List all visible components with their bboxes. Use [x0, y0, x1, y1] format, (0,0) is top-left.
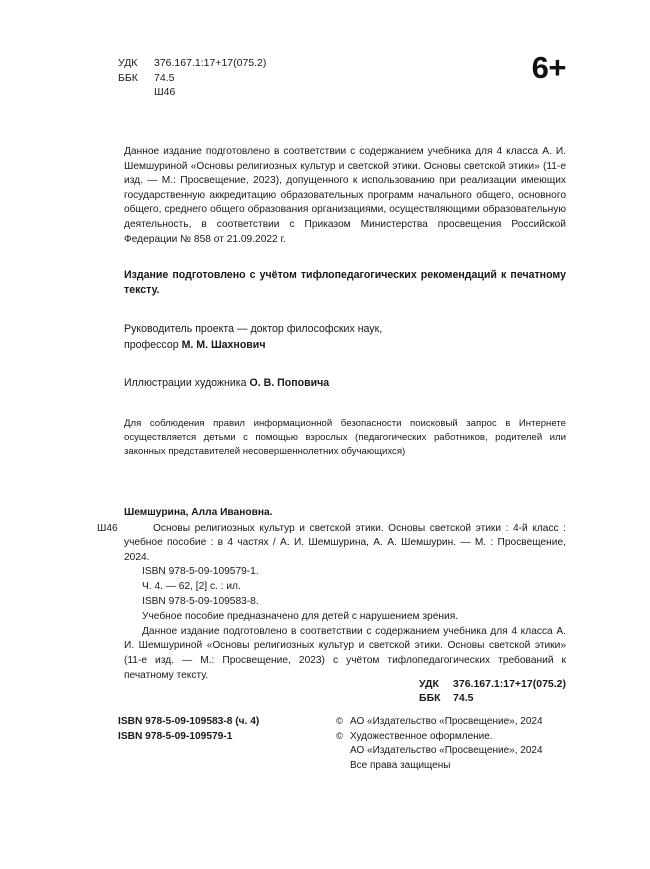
copyright-row	[336, 715, 543, 730]
biblio-isbn-set: ISBN 978-5-09-109579-1.	[142, 566, 259, 578]
udc-row	[118, 56, 266, 71]
copyright-row	[336, 730, 543, 745]
copyright-row	[336, 744, 543, 759]
bbk-footer-label: ББК	[419, 692, 441, 704]
biblio-isbn-part: ISBN 978-5-09-109583-8.	[142, 595, 259, 607]
copyright-row	[336, 759, 543, 774]
udc-label: УДК	[118, 57, 138, 69]
copyright-icon: ©	[336, 716, 343, 727]
safety-note: Для соблюдения правил информационной безопасности поисковый запрос в Интернете осуществляется детьми с помощью взрослых (педагогических работников, родителей или законных представителей несовершеннолетних обучающихся)	[124, 418, 566, 457]
sigil-value: Ш46	[154, 86, 176, 98]
biblio-author: Шемшурина, Алла Ивановна.	[124, 507, 273, 518]
isbn-footer	[118, 715, 259, 744]
copyright-text: АО «Издательство «Просвещение», 2024	[350, 716, 543, 727]
project-head-line1: Руководитель проекта — доктор философских наук,	[124, 323, 383, 335]
udc-bbk-footer	[419, 677, 566, 705]
typhlopedagogical-note: Издание подготовлено с учётом тифлопедагогических рекомендаций к печатному тексту.	[124, 269, 566, 296]
biblio-volume: Ч. 4. — 62, [2] с. : ил.	[142, 580, 241, 592]
udc-footer-row	[419, 677, 566, 691]
project-head-block	[124, 322, 566, 353]
bbk-footer-value: 74.5	[453, 692, 474, 704]
udc-footer-value: 376.167.1:17+17(075.2)	[453, 678, 566, 690]
project-head-name: М. М. Шахнович	[181, 338, 266, 351]
biblio-main-entry	[97, 522, 566, 566]
udc-bbk-header	[118, 56, 266, 100]
udc-footer-label: УДК	[419, 678, 439, 690]
illustrator-block	[124, 376, 566, 391]
biblio-sigil: Ш46	[97, 522, 118, 534]
biblio-annotation-1: Учебное пособие предназначено для детей с нарушением зрения.	[142, 611, 459, 623]
bbk-value: 74.5	[154, 71, 175, 84]
isbn-footer-set: ISBN 978-5-09-109579-1	[118, 730, 233, 742]
bibliographic-description	[97, 506, 566, 683]
copyright-text: АО «Издательство «Просвещение», 2024	[350, 745, 543, 756]
copyright-footer	[336, 715, 543, 773]
conformity-note: Данное издание подготовлено в соответствии с содержанием учебника для 4 класса А. И. Шемшуриной «Основы религиозных культур и светской этики. Основы светской этики» (11-е изд. — М.: Просвещение, 2023), допущенного к использованию при реализации имеющих государственную аккредитацию образовательных программ начального общего, основного общего, среднего общего образования организациями, осуществляющими образовательную деятельность, в соответствии с Приказом Министерства просвещения Российской Федерации № 858 от 21.09.2022 г.	[124, 146, 566, 245]
isbn-footer-part: ISBN 978-5-09-109583-8 (ч. 4)	[118, 716, 260, 727]
project-head-role: профессор	[124, 338, 182, 351]
illustrator-name: О. В. Поповича	[249, 377, 330, 389]
copyright-icon: ©	[336, 730, 343, 742]
bbk-label: ББК	[118, 71, 138, 84]
age-rating-mark: 6+	[531, 50, 566, 85]
illustrator-label: Иллюстрации художника	[124, 377, 250, 389]
sigil-row	[118, 85, 266, 100]
project-head-line2	[124, 338, 566, 354]
biblio-annotation-2: Данное издание подготовлено в соответствии с содержанием учебника для 4 класса А. И. Шемшуриной «Основы религиозных культур и светской этики. Основы светской этики» (11-е изд. — М.: Просвещение, 2023) с учётом тифлопедагогических требований к печатному тексту.	[124, 625, 566, 681]
rights-reserved-text: Все права защищены	[350, 759, 451, 771]
bbk-footer-row	[419, 691, 566, 705]
udc-value: 376.167.1:17+17(075.2)	[154, 57, 267, 69]
bbk-row	[118, 71, 266, 86]
biblio-title-statement: Основы религиозных культур и светской этики. Основы светской этики : 4-й класс : учебное пособие : в 4 частях / А. И. Шемшурина, А. А. Шемшурин. — М. : Просвещение, 2024.	[124, 522, 566, 563]
copyright-text: Художественное оформление.	[350, 730, 493, 742]
